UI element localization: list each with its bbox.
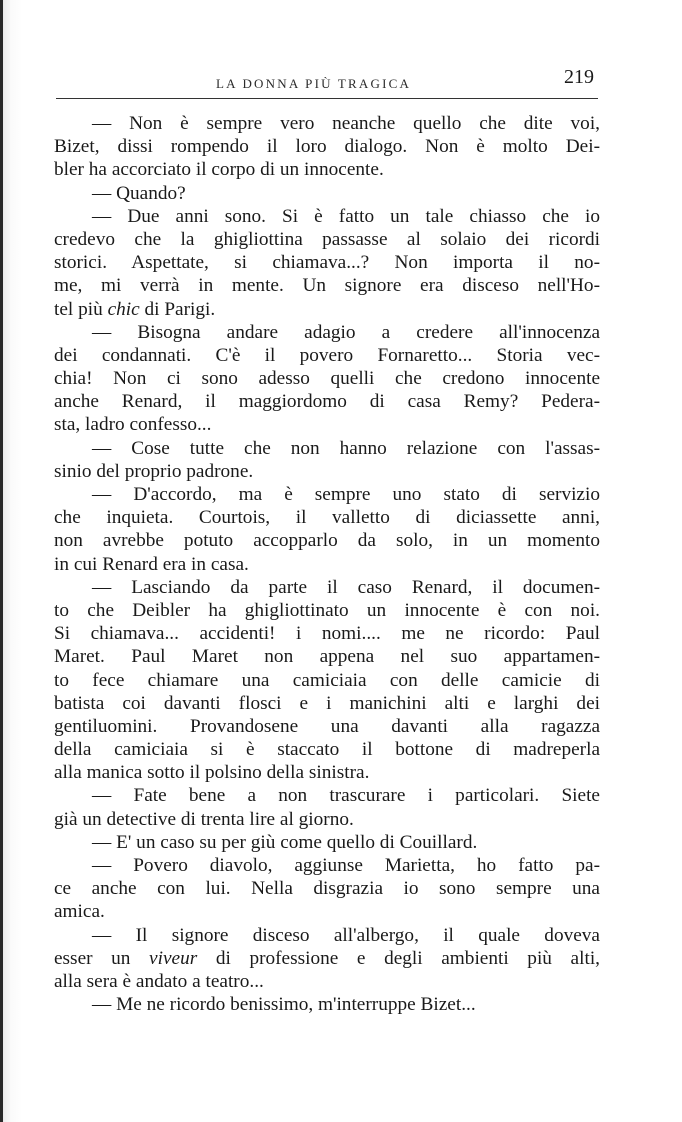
text-line: — E' un caso su per giù come quello di Couillard. — [92, 831, 478, 853]
text-line: storici. Aspettate, si chiamava...? Non importa il no- — [54, 252, 600, 274]
text-line: — Me ne ricordo benissimo, m'interruppe Bizet... — [92, 994, 476, 1016]
text-line: — Non è sempre vero neanche quello che dite voi, — [92, 113, 600, 134]
text-line: sta, ladro confesso... — [54, 414, 212, 436]
text-line: batista coi davanti flosci e i manichini alti e larghi dei — [54, 692, 600, 714]
text-line: sinio del proprio padrone. — [54, 460, 254, 482]
text-line: — D'accordo, ma è sempre uno stato di servizio — [92, 484, 600, 505]
text-line: — Fate bene a non trascurare i particolari. Siete — [92, 785, 600, 807]
text-line: — Cose tutte che non hanno relazione con l'assas- — [92, 437, 600, 459]
text-line — [54, 298, 600, 321]
text-line: — Due anni sono. Si è fatto un tale chiasso che io — [92, 205, 600, 227]
text-line: — Quando? — [92, 182, 186, 204]
text-line: amica. — [54, 901, 105, 923]
text-line: — Povero diavolo, aggiunse Marietta, ho fatto pa- — [92, 855, 600, 876]
italic-word: chic — [107, 298, 140, 320]
text-line: Bizet, dissi rompendo il loro dialogo. Non è molto Dei- — [54, 136, 600, 158]
text-line: chia! Non ci sono adesso quelli che credono innocente — [54, 368, 600, 390]
page-number: 219 — [564, 66, 594, 88]
text-segment: di Parigi. — [139, 298, 216, 320]
text-line: alla manica sotto il polsino della sinistra. — [54, 762, 370, 784]
body-text — [54, 112, 600, 1016]
text-line: — Il signore disceso all'albergo, il quale doveva — [92, 924, 600, 946]
text-segment: esser un — [54, 947, 150, 969]
text-line: anche Renard, il maggiordomo di casa Remy? Pedera- — [54, 391, 600, 413]
text-line: to che Deibler ha ghigliottinato un innocente è con noi. — [54, 599, 600, 621]
text-line: già un detective di trenta lire al giorno. — [54, 808, 354, 830]
text-line: dei condannati. C'è il povero Fornaretto... Storia vec- — [54, 344, 600, 366]
page-header — [56, 66, 594, 94]
text-line: non avrebbe potuto accopparlo da solo, in un momento — [54, 530, 600, 552]
text-segment: tel più — [54, 298, 108, 320]
text-line: — Bisogna andare adagio a credere all'innocenza — [92, 321, 600, 343]
text-line: della camiciaia si è staccato il bottone di madreperla — [54, 739, 600, 761]
text-line: in cui Renard era in casa. — [54, 553, 249, 575]
page-binding-edge — [0, 0, 3, 1122]
text-line: credevo che la ghigliottina passasse al solaio dei ricordi — [54, 228, 600, 250]
text-segment: di professione e degli ambienti più alti, — [197, 947, 600, 969]
italic-word: viveur — [149, 947, 198, 969]
text-line: ce anche con lui. Nella disgrazia io sono sempre una — [54, 878, 600, 900]
text-line: gentiluomini. Provandosene una davanti alla ragazza — [54, 715, 600, 737]
header-rule — [56, 98, 598, 99]
text-line: che inquieta. Courtois, il valletto di diciassette anni, — [54, 507, 600, 529]
running-title: LA DONNA PIÙ TRAGICA — [216, 76, 412, 91]
text-line: — Lasciando da parte il caso Renard, il documen- — [92, 576, 600, 598]
text-line: to fece chiamare una camiciaia con delle camicie di — [54, 669, 600, 691]
text-line: alla sera è andato a teatro... — [54, 970, 264, 992]
text-line: me, mi verrà in mente. Un signore era disceso nell'Ho- — [54, 275, 600, 297]
text-line: Si chiamava... accidenti! i nomi.... me ne ricordo: Paul — [54, 623, 600, 645]
text-line — [54, 947, 600, 970]
text-line: Maret. Paul Maret non appena nel suo appartamen- — [54, 646, 600, 668]
text-line: bler ha accorciato il corpo di un innocente. — [54, 159, 384, 181]
